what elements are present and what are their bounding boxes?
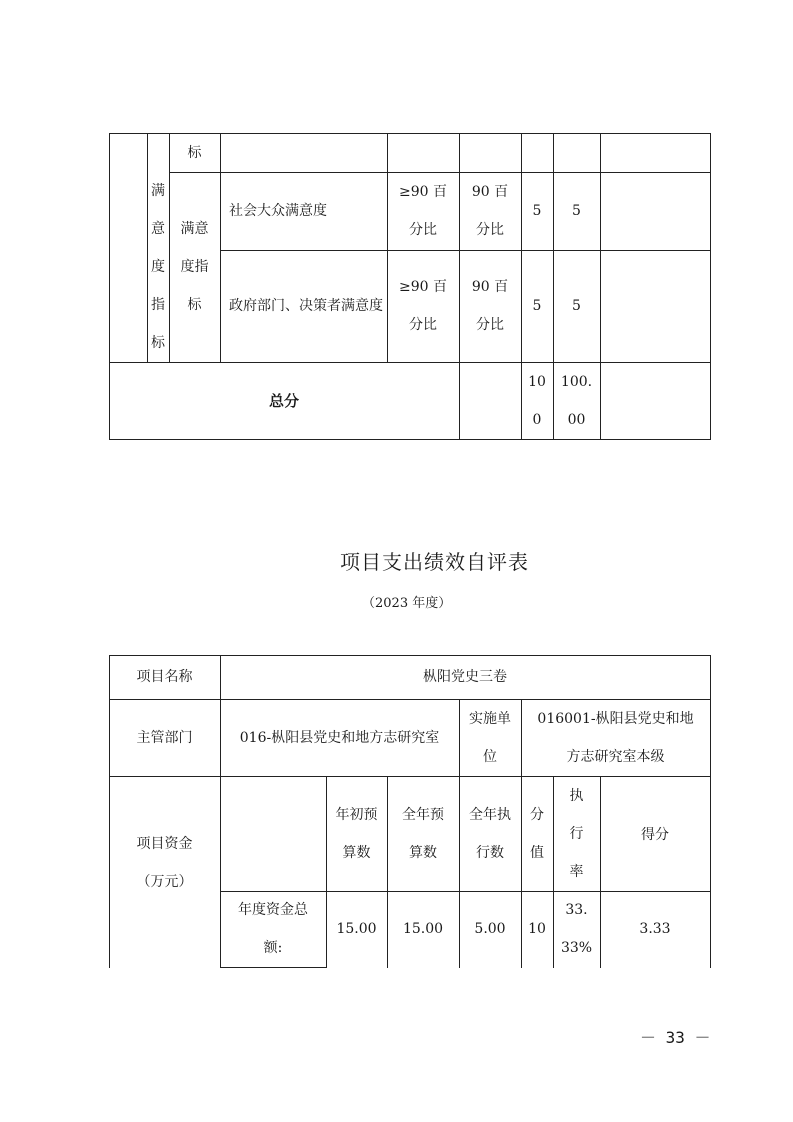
actual-1: 90 百 分比: [471, 184, 509, 238]
score-1: 5: [572, 203, 581, 219]
page-subtitle: （2023 年度）: [362, 596, 452, 611]
header-executed: 全年执 行数: [469, 806, 511, 861]
total-score: 100. 00: [560, 373, 593, 428]
funds-label: 项目资金 （万元）: [136, 836, 193, 890]
subcategory-label: 满意 度指 标: [180, 221, 209, 313]
target-2: ≥90 百 分比: [399, 279, 447, 333]
weight-1: 5: [532, 203, 542, 219]
dept-label: 主管部门: [136, 729, 193, 746]
total-weight: 10 0: [528, 373, 546, 428]
header-score: 得分: [641, 827, 669, 843]
project-name-value: 枞阳党史三卷: [423, 669, 507, 685]
total-weight: 10: [528, 921, 546, 937]
page-title: 项目支出绩效自评表: [340, 550, 529, 574]
header-initial-budget: 年初预 算数: [335, 806, 378, 861]
header-weight: 分 值: [530, 806, 544, 861]
header-annual-budget: 全年预 算数: [402, 806, 444, 861]
dept-value: 016-枞阳县党史和地方志研究室: [239, 729, 440, 746]
target-1: ≥90 百 分比: [399, 184, 447, 238]
indicator-2: 政府部门、决策者满意度: [229, 298, 383, 314]
category-label: 满 意 度 指 标: [151, 183, 165, 351]
total-executed: 5.00: [474, 921, 506, 937]
project-name-label: 项目名称: [136, 669, 193, 685]
unit-value: 016001-枞阳县党史和地 方志研究室本级: [537, 710, 694, 765]
header-rate: 执 行 率: [569, 787, 584, 880]
total-label: 总分: [268, 391, 299, 410]
row0-sub-label: 标: [187, 144, 202, 161]
unit-label: 实施单 位: [469, 710, 511, 765]
total-score: 3.33: [639, 921, 671, 937]
actual-2: 90 百 分比: [471, 279, 509, 333]
total-annual-budget: 15.00: [402, 921, 444, 937]
total-initial-budget: 15.00: [336, 921, 377, 937]
indicator-1: 社会大众满意度: [229, 203, 327, 219]
weight-2: 5: [532, 298, 542, 314]
page-number: － 33 －: [640, 1028, 711, 1047]
score-2: 5: [572, 298, 581, 314]
total-rate: 33. 33%: [560, 902, 593, 956]
total-funds-label: 年度资金总 额:: [238, 902, 308, 956]
